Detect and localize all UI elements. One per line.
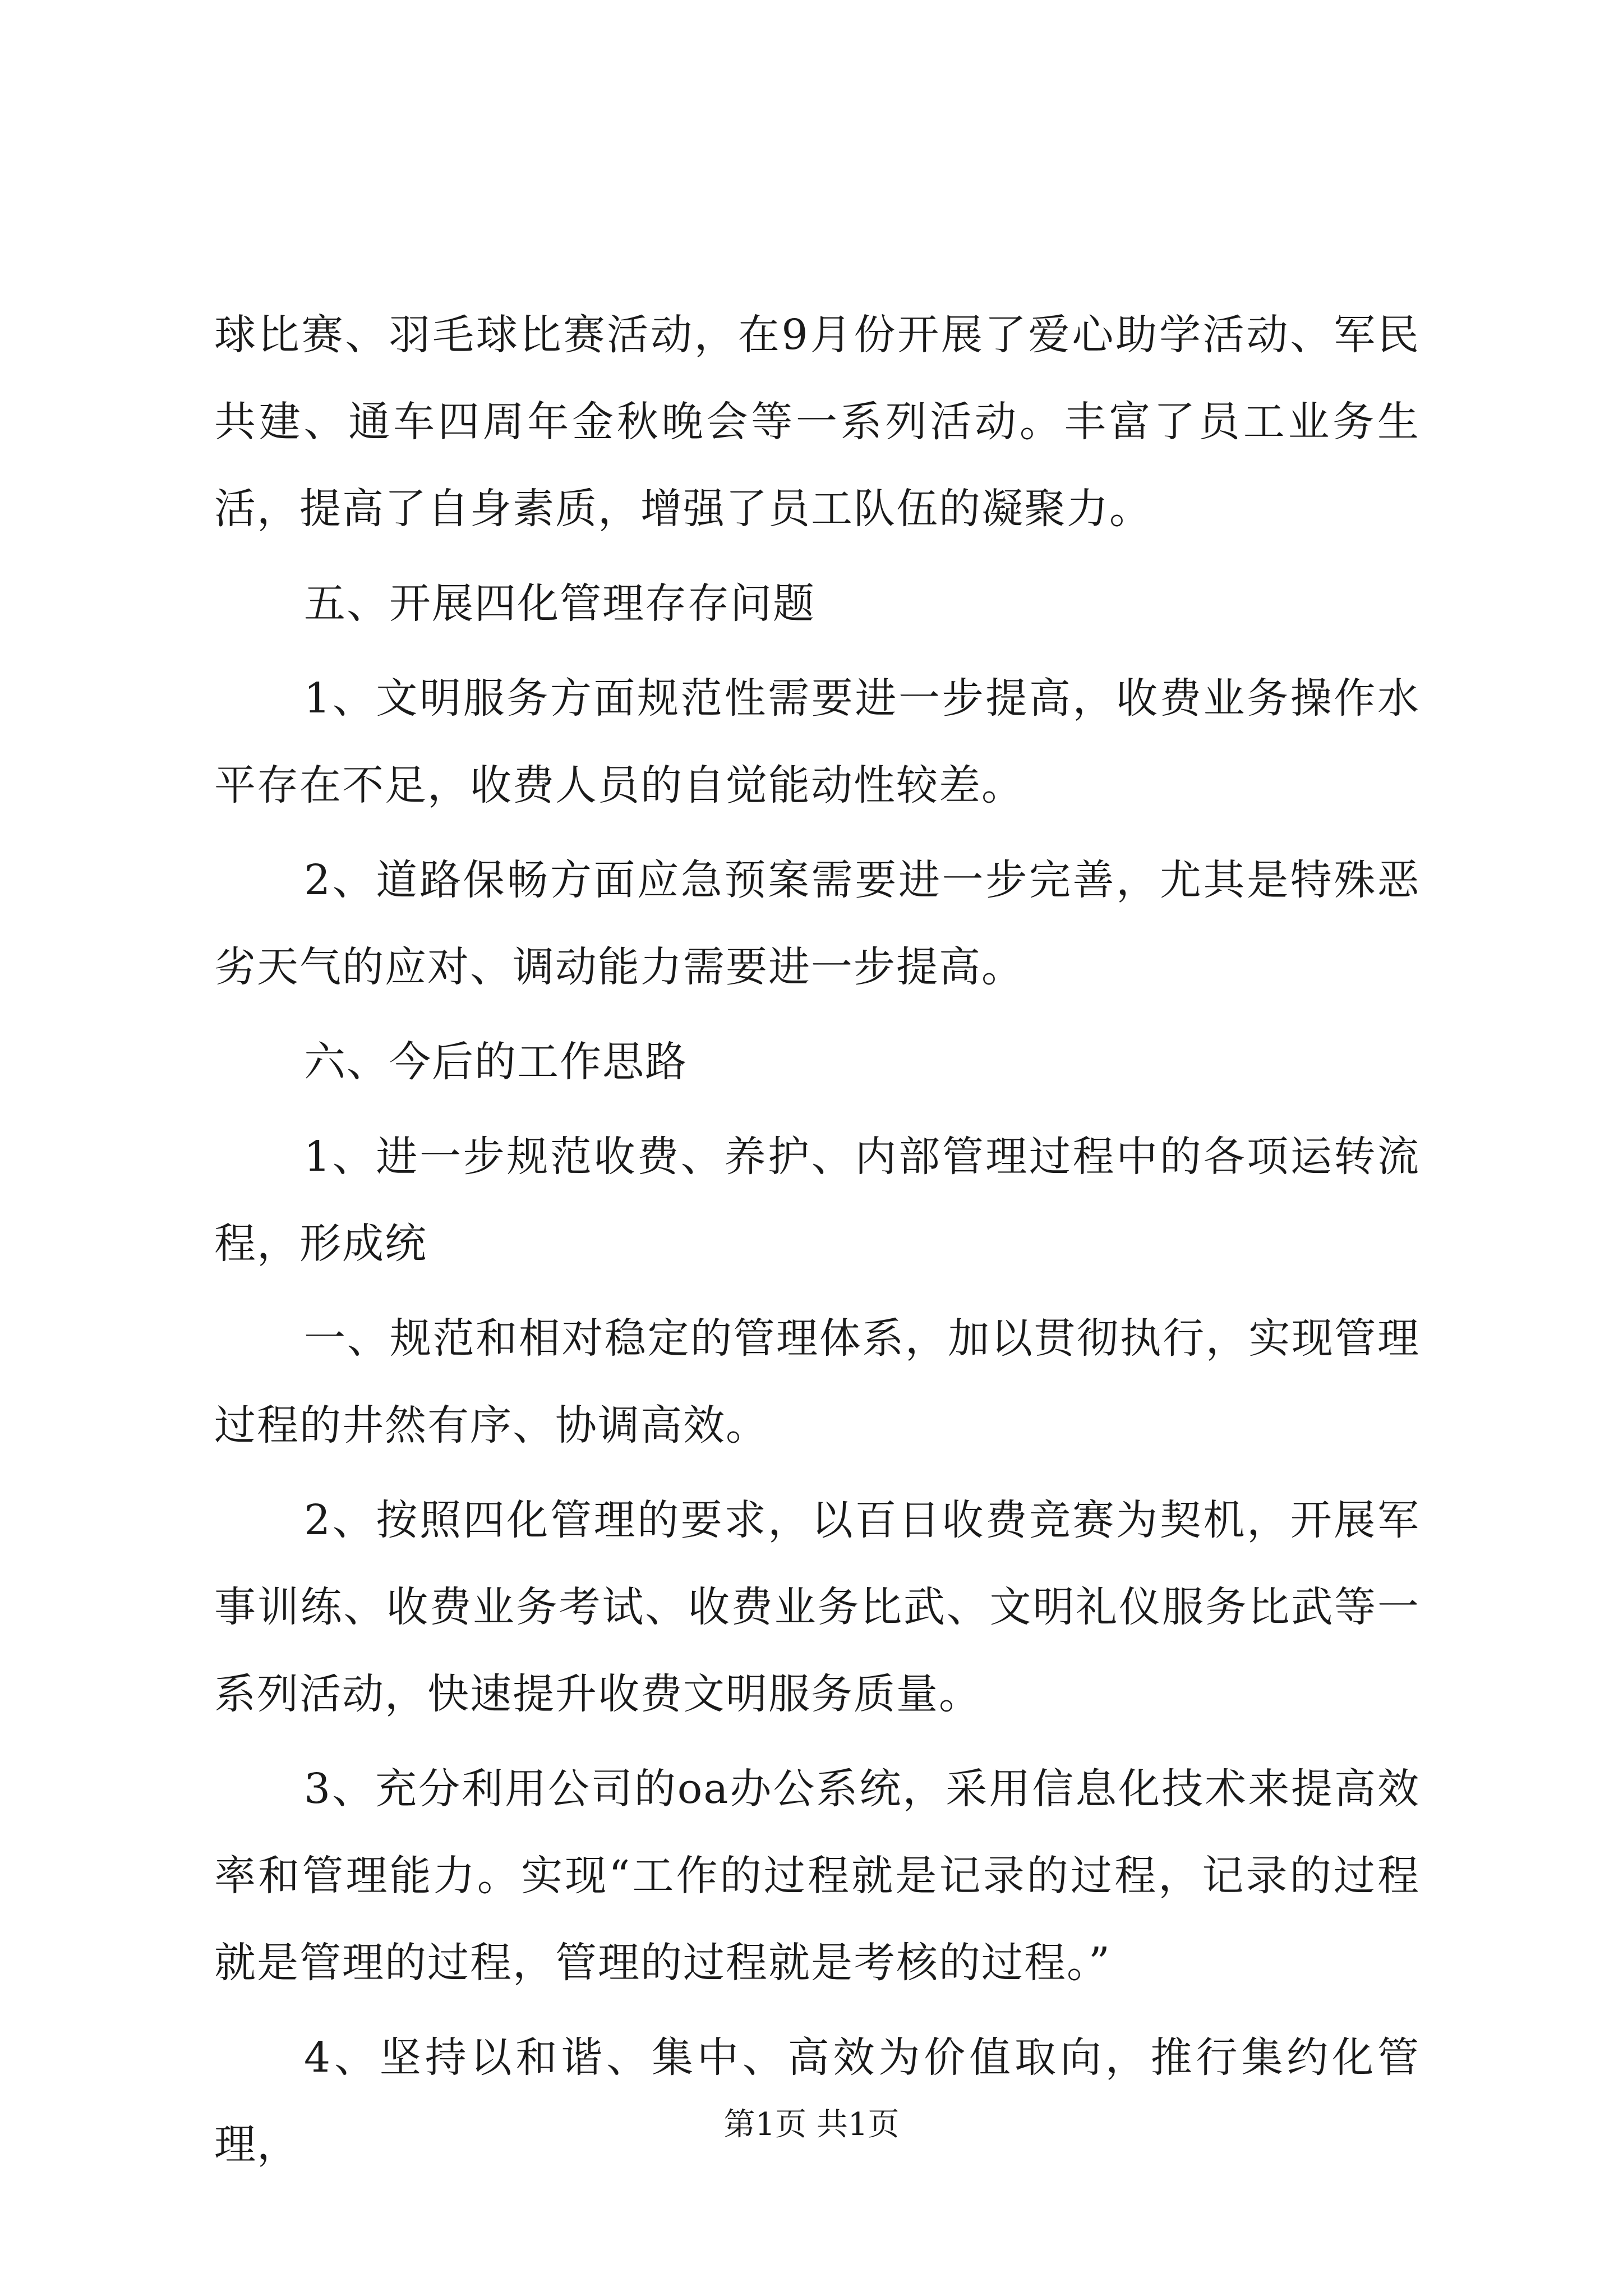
paragraph-item: 1、文明服务方面规范性需要进一步提高，收费业务操作水平存在不足，收费人员的自觉能动性较差。 <box>214 674 1420 809</box>
paragraph-item: 4、坚持以和谐、集中、高效为价值取向，推行集约化管理， <box>214 2033 1420 2169</box>
paragraph-item: 2、道路保畅方面应急预案需要进一步完善，尤其是特殊恶劣天气的应对、调动能力需要进一步提高。 <box>214 856 1420 991</box>
paragraph-item: 2、按照四化管理的要求，以百日收费竞赛为契机，开展军事训练、收费业务考试、收费业务比武、文明礼仪服务比武等一系列活动，快速提升收费文明服务质量。 <box>214 1496 1420 1718</box>
paragraph-continued: 球比赛、羽毛球比赛活动，在9月份开展了爱心助学活动、军民共建、通车四周年金秋晚会等一系列活动。丰富了员工业务生活，提高了自身素质，增强了员工队伍的凝聚力。 <box>214 311 1420 533</box>
paragraph-item: 一、规范和相对稳定的管理体系，加以贯彻执行，实现管理过程的井然有序、协调高效。 <box>214 1314 1420 1450</box>
paragraph-item: 3、充分利用公司的oa办公系统，采用信息化技术来提高效率和管理能力。实现“工作的过程就是记录的过程，记录的过程就是管理的过程，管理的过程就是考核的过程。” <box>214 1765 1420 1987</box>
paragraph-item: 1、进一步规范收费、养护、内部管理过程中的各项运转流程，形成统 <box>214 1133 1420 1268</box>
section-heading-5: 五、开展四化管理存存问题 <box>304 579 815 628</box>
page-number-footer: 第1页 共1页 <box>723 2106 900 2143</box>
section-heading-6: 六、今后的工作思路 <box>304 1038 688 1086</box>
document-body <box>214 292 1420 2196</box>
